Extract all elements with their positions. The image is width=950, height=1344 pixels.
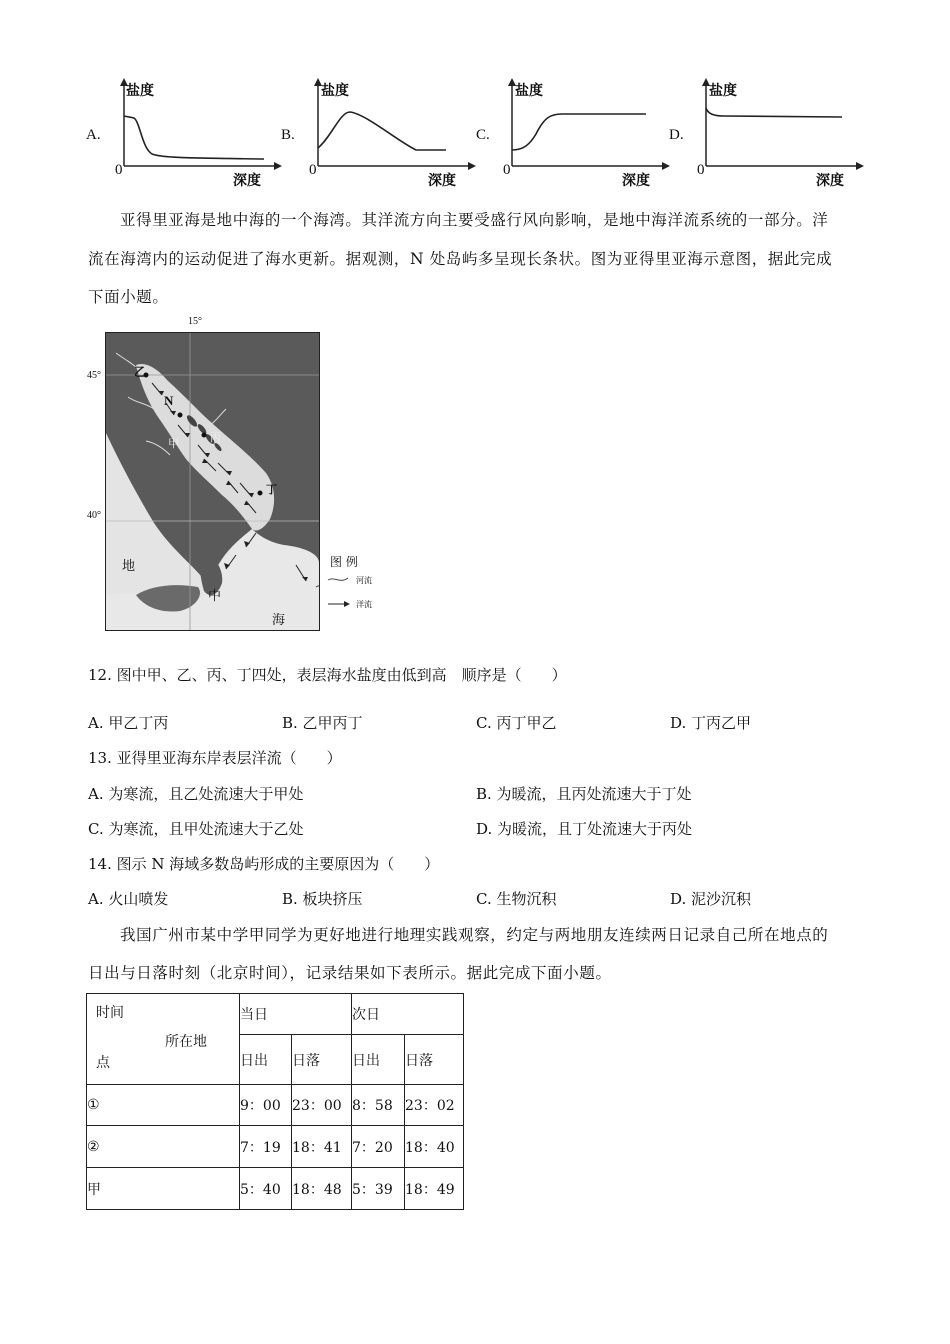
q12-stem: 12. 图中甲、乙、丙、丁四处，表层海水盐度由低到高 顺序是（ ）	[88, 666, 567, 684]
table-cell-d2-rise: 8：58	[352, 1085, 405, 1126]
chart-a-curve	[124, 116, 264, 159]
table-cell-d1-set: 18：48	[292, 1168, 352, 1210]
passage1-line2: 流在海湾内的运动促进了海水更新。据观测，N 处岛屿多呈现长条状。图为亚得里亚海示意图，据此完成	[88, 250, 833, 268]
table-header-day1: 当日	[240, 994, 352, 1035]
q14-option-d[interactable]: D. 泥沙沉积	[670, 890, 752, 908]
table-corner-mid: 所在地	[165, 1034, 207, 1050]
chart-a-xlabel: 深度	[233, 173, 261, 189]
chart-c-xlabel: 深度	[622, 173, 650, 189]
chart-d-letter: D.	[669, 127, 684, 143]
table-cell-d2-set: 18：49	[405, 1168, 464, 1210]
q14-option-b[interactable]: B. 板块挤压	[282, 890, 363, 908]
chart-d-xlabel: 深度	[816, 173, 844, 189]
q13-option-b[interactable]: B. 为暖流，且丙处流速大于丁处	[476, 785, 692, 803]
table-header-d1-set: 日落	[292, 1035, 352, 1085]
table-cell-d1-set: 23：00	[292, 1085, 352, 1126]
map-legend-river: 河流	[356, 576, 372, 585]
q13-option-c[interactable]: C. 为寒流，且甲处流速大于乙处	[88, 820, 304, 838]
map-point-jia: 甲	[168, 437, 179, 450]
table-row	[87, 1126, 464, 1168]
passage1-line1: 亚得里亚海是地中海的一个海湾。其洋流方向主要受盛行风向影响，是地中海洋流系统的一部分。洋	[120, 211, 829, 229]
q12-option-d[interactable]: D. 丁丙乙甲	[670, 714, 752, 732]
table-cell-place: ①	[87, 1085, 240, 1126]
map-point-ding: 丁	[266, 483, 277, 496]
chart-c-curve	[512, 114, 646, 150]
chart-b-origin: 0	[309, 162, 317, 178]
table-header-d2-set: 日落	[405, 1035, 464, 1085]
chart-a-origin: 0	[115, 162, 123, 178]
passage1-line3: 下面小题。	[88, 288, 169, 306]
table-header-d2-rise: 日出	[352, 1035, 405, 1085]
table-row	[87, 1085, 464, 1126]
chart-b-letter: B.	[281, 127, 295, 143]
table-cell-place: ②	[87, 1126, 240, 1168]
chart-c-origin: 0	[503, 162, 511, 178]
chart-a-ylabel: 盐度	[126, 83, 154, 99]
q14-option-c[interactable]: C. 生物沉积	[476, 890, 557, 908]
chart-b-ylabel: 盐度	[321, 83, 349, 99]
table-cell-d1-rise: 9：00	[240, 1085, 292, 1126]
table-corner-bottom: 点	[96, 1055, 110, 1071]
map-point-n: N	[164, 393, 174, 408]
passage2-line1: 我国广州市某中学甲同学为更好地进行地理实践观察，约定与两地朋友连续两日记录自己所在地点的	[120, 926, 829, 944]
map-lat-top: 45°	[87, 370, 101, 381]
table-cell-place: 甲	[87, 1168, 240, 1210]
map-sea-char-3: 海	[272, 613, 286, 628]
chart-d-curve	[706, 108, 842, 117]
q13-option-a[interactable]: A. 为寒流，且乙处流速大于甲处	[88, 785, 304, 803]
chart-c-ylabel: 盐度	[515, 83, 543, 99]
q12-option-b[interactable]: B. 乙甲丙丁	[282, 714, 363, 732]
chart-d-ylabel: 盐度	[709, 83, 737, 99]
table-cell-d1-rise: 5：40	[240, 1168, 292, 1210]
adriatic-map	[105, 332, 320, 631]
chart-b-xlabel: 深度	[428, 173, 456, 189]
chart-d-origin: 0	[697, 162, 705, 178]
map-sea-char-2: 中	[208, 589, 222, 604]
chart-c-letter: C.	[476, 127, 490, 143]
map-legend-symbols	[326, 574, 354, 614]
map-legend-current: 洋流	[356, 600, 372, 609]
q13-option-d[interactable]: D. 为暖流，且丁处流速大于丙处	[476, 820, 693, 838]
table-header-d1-rise: 日出	[240, 1035, 292, 1085]
table-header-day2: 次日	[352, 994, 464, 1035]
q13-stem: 13. 亚得里亚海东岸表层洋流（ ）	[88, 749, 342, 767]
map-sea-char-1: 地	[122, 559, 136, 574]
map-point-bing: 丙	[210, 431, 221, 444]
chart-b-curve	[318, 112, 446, 150]
table-cell-d2-set: 23：02	[405, 1085, 464, 1126]
chart-a-letter: A.	[86, 127, 101, 143]
table-cell-d1-rise: 7：19	[240, 1126, 292, 1168]
map-point-yi: 乙	[134, 365, 147, 379]
q14-option-a[interactable]: A. 火山喷发	[88, 890, 169, 908]
sun-time-table	[86, 993, 464, 1210]
table-cell-d1-set: 18：41	[292, 1126, 352, 1168]
q12-option-c[interactable]: C. 丙丁甲乙	[476, 714, 557, 732]
map-lat-bottom: 40°	[87, 510, 101, 521]
table-cell-d2-rise: 5：39	[352, 1168, 405, 1210]
table-corner-header	[87, 994, 240, 1085]
map-lon-label: 15°	[188, 316, 202, 327]
table-corner-top: 时间	[96, 1005, 124, 1021]
q12-option-a[interactable]: A. 甲乙丁丙	[88, 714, 169, 732]
q14-stem: 14. 图示 N 海域多数岛屿形成的主要原因为（ ）	[88, 855, 440, 873]
table-cell-d2-set: 18：40	[405, 1126, 464, 1168]
map-legend-title: 图 例	[330, 555, 358, 569]
table-row	[87, 1168, 464, 1210]
passage2-line2: 日出与日落时刻（北京时间），记录结果如下表所示。据此完成下面小题。	[88, 964, 612, 982]
table-cell-d2-rise: 7：20	[352, 1126, 405, 1168]
